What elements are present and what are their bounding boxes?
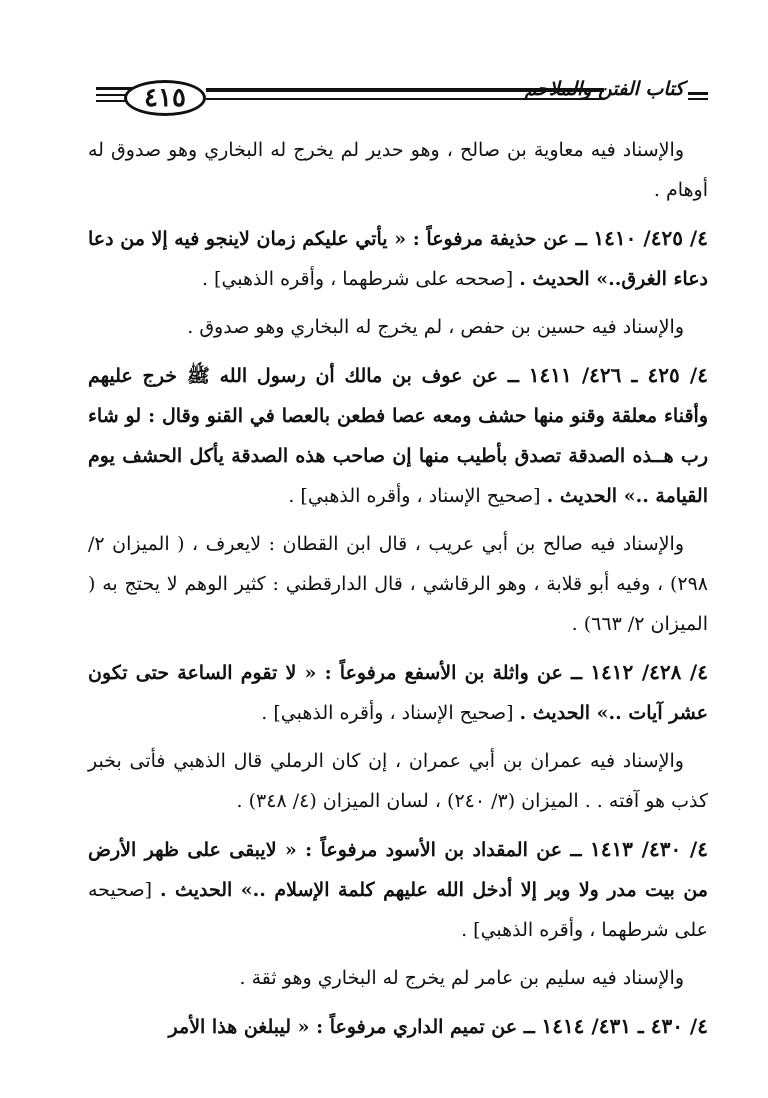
hadith-text: ــ عن المقداد بن الأسود مرفوعاً : « لايبقى على ظهر الأرض من بيت مدر ولا وبر إلا أدخل الله عليهم كلمة الإسلام ..» الحديث .	[88, 839, 708, 901]
hadith-reference: ٤/ ٤٢٥ ـ ٤٢٦/ ١٤١١	[528, 363, 708, 387]
page-header	[96, 72, 708, 122]
header-rule	[688, 92, 708, 95]
commentary-text: والإسناد فيه صالح بن أبي عريب ، قال ابن القطان : لايعرف ، ( الميزان ٢/ ٢٩٨) ، وفيه أبو قلابة ، وهو الرقاشي ، قال الدارقطني : كثير الوهم لا يحتج به ( الميزان ٢/ ٦٦٣) .	[88, 533, 708, 635]
hadith-text: ــ عن واثلة بن الأسفع مرفوعاً : « لا تقوم الساعة حتى تكون عشر آيات ..» الحديث .	[88, 662, 708, 724]
hadith-text: ــ عن عوف بن مالك أن رسول الله ﷺ خرج عليهم وأقناء معلقة وقنو منها حشف ومعه عصا فطعن بالعصا في القنو وقال : لو شاء رب هــذه الصدقة تصدق بأطيب منها إن صاحب هذه الصدقة يأكل الحشف يوم القيامة ..» الحديث .	[88, 365, 708, 507]
hadith-reference: ٤/ ٤٣٠ ـ ٤٣١/ ١٤١٤	[541, 1014, 708, 1038]
commentary-paragraph	[88, 130, 708, 210]
hadith-grading: [صحيح الإسناد ، وأقره الذهبي] .	[288, 485, 547, 507]
commentary-paragraph	[88, 524, 708, 644]
hadith-entry	[88, 1006, 708, 1047]
hadith-grading: [صحيحه على شرطهما ، وأقره الذهبي] .	[88, 879, 708, 941]
hadith-entry	[88, 829, 708, 950]
commentary-text: والإسناد فيه سليم بن عامر لم يخرج له البخاري وهو ثقة .	[239, 967, 684, 989]
hadith-text: ــ عن حذيفة مرفوعاً : « يأتي عليكم زمان لاينجو فيه إلا من دعا دعاء الغرق..» الحديث .	[88, 228, 708, 290]
hadith-grading: [صححه على شرطهما ، وأقره الذهبي] .	[201, 268, 520, 290]
hadith-grading: [صحيح الإسناد ، وأقره الذهبي] .	[261, 702, 520, 724]
hadith-reference: ٤/ ٤٣٠/ ١٤١٣	[589, 837, 708, 861]
header-rule	[688, 98, 708, 100]
hadith-reference: ٤/ ٤٢٥/ ١٤١٠	[593, 226, 708, 250]
hadith-entry	[88, 355, 708, 516]
hadith-reference: ٤/ ٤٢٨/ ١٤١٢	[590, 660, 708, 684]
hadith-entry	[88, 218, 708, 299]
commentary-text: والإسناد فيه معاوية بن صالح ، وهو حدير لم يخرج له البخاري وهو صدوق له أوهام .	[88, 139, 708, 201]
hadith-text: ــ عن تميم الداري مرفوعاً : « ليبلغن هذا الأمر	[168, 1016, 542, 1038]
hadith-entry	[88, 652, 708, 733]
commentary-paragraph	[88, 958, 708, 998]
page-body	[88, 130, 708, 1055]
commentary-text: والإسناد فيه حسين بن حفص ، لم يخرج له البخاري وهو صدوق .	[187, 316, 684, 338]
page-number: ٤١٥	[124, 80, 206, 116]
book-title: كتاب الفتن والملاحم	[524, 78, 684, 100]
commentary-paragraph	[88, 741, 708, 821]
commentary-paragraph	[88, 307, 708, 347]
commentary-text: والإسناد فيه عمران بن أبي عمران ، إن كان الرملي قال الذهبي فأتى بخبر كذب هو آفته . . الميزان (٣/ ٢٤٠) ، لسان الميزان (٤/ ٣٤٨) .	[88, 750, 708, 812]
